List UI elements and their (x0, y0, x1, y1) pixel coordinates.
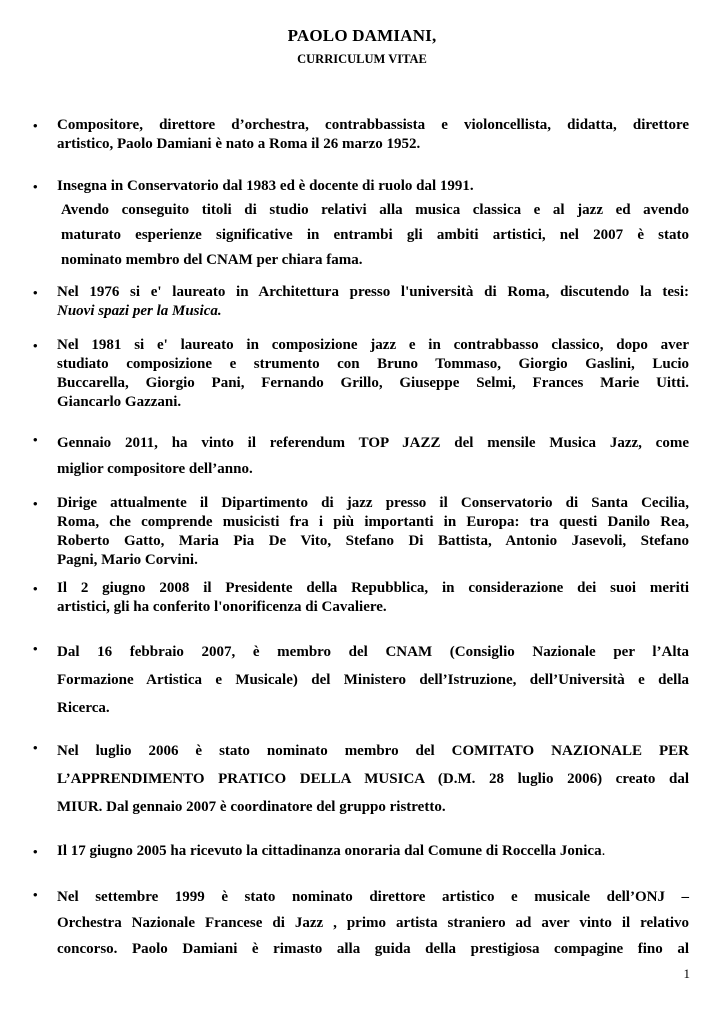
bullet: • (33, 118, 38, 133)
page-number: 1 (683, 966, 690, 981)
list-item-text (57, 638, 689, 722)
text-line: miglior compositore dell’anno. (57, 461, 253, 477)
list-item-text (57, 579, 689, 617)
bullet: • (33, 641, 38, 656)
thesis-title: Nuovi spazi per la Musica. (57, 303, 222, 319)
text-line: Avendo conseguito titoli di studio relativi alla musica classica e al jazz ed avendo (61, 202, 689, 218)
text-line: concorso. Paolo Damiani è rimasto alla guida della prestigiosa compagine fino al (57, 941, 689, 957)
document-subtitle: CURRICULUM VITAE (297, 52, 427, 66)
text-line: Ricerca. (57, 700, 110, 716)
bullet: • (33, 338, 38, 353)
text-line-body: Il 17 giugno 2005 ha ricevuto la cittadinanza onoraria dal Comune di Roccella Jonica (57, 843, 602, 859)
list-item-text (57, 884, 689, 962)
list-item-text (57, 430, 689, 482)
text-line (57, 842, 689, 861)
bullet: • (33, 179, 38, 194)
text-line: Compositore, direttore d’orchestra, contrabbassista e violoncellista, didatta, direttore (57, 117, 689, 133)
text-line: Buccarella, Giorgio Pani, Fernando Grillo, Giuseppe Selmi, Frances Marie Uitti. (57, 375, 689, 391)
document-header (0, 26, 724, 67)
text-line: MIUR. Dal gennaio 2007 è coordinatore del gruppo ristretto. (57, 799, 446, 815)
text-line: Formazione Artistica e Musicale) del Ministero dell’Istruzione, dell’Università e della (57, 672, 689, 688)
text-line: Roberto Gatto, Maria Pia De Vito, Stefano Di Battista, Antonio Jasevoli, Stefano (57, 533, 689, 549)
list-item-text (57, 177, 689, 196)
text-line: L’APPRENDIMENTO PRATICO DELLA MUSICA (D.M. 28 luglio 2006) creato dal (57, 771, 689, 787)
text-line: nominato membro del CNAM per chiara fama. (61, 252, 363, 268)
list-item-text (57, 283, 689, 321)
text-line: Giancarlo Gazzani. (57, 394, 182, 410)
list-item-text (57, 336, 689, 412)
text-line: Roma, che comprende musicisti fra i più importanti in Europa: tra questi Danilo Rea, (57, 514, 689, 530)
text-line: studiato composizione e strumento con Bruno Tommaso, Giorgio Gaslini, Lucio (57, 356, 689, 372)
text-line: artistici, gli ha conferito l'onorificenza di Cavaliere. (57, 599, 387, 615)
bullet: • (33, 887, 38, 902)
bullet: • (33, 740, 38, 755)
bullet: • (33, 581, 38, 596)
text-line: Dal 16 febbraio 2007, è membro del CNAM (Consiglio Nazionale per l’Alta (57, 644, 689, 660)
list-item-text (57, 842, 689, 861)
text-line: Nel 1981 si e' laureato in composizione jazz e in contrabbasso classico, dopo aver (57, 337, 689, 353)
text-line: Nel luglio 2006 è stato nominato membro del COMITATO NAZIONALE PER (57, 743, 689, 759)
text-line: artistico, Paolo Damiani è nato a Roma il 26 marzo 1952. (57, 136, 421, 152)
bullet: • (33, 496, 38, 511)
trailing-period: . (601, 843, 606, 859)
list-item-text (57, 494, 689, 570)
text-line: Pagni, Mario Corvini. (57, 552, 198, 568)
text-line: Orchestra Nazionale Francese di Jazz , primo artista straniero ad aver vinto il relativo (57, 915, 689, 931)
document-title: PAOLO DAMIANI, (287, 26, 437, 45)
list-item-continuation (61, 198, 689, 273)
bullet: • (33, 844, 38, 859)
bullet: • (33, 432, 38, 447)
text-line: Gennaio 2011, ha vinto il referendum TOP JAZZ del mensile Musica Jazz, come (57, 435, 689, 451)
text-line: Il 2 giugno 2008 il Presidente della Repubblica, in considerazione dei suoi meriti (57, 580, 689, 596)
text-line: maturato esperienze significative in entrambi gli ambiti artistici, nel 2007 è stato (61, 227, 689, 243)
bullet: • (33, 285, 38, 300)
text-line: Nel settembre 1999 è stato nominato direttore artistico e musicale dell’ONJ – (57, 889, 689, 905)
list-item-text (57, 737, 689, 821)
text-line: Nel 1976 si e' laureato in Architettura presso l'università di Roma, discutendo la tesi: (57, 284, 689, 300)
text-line: Dirige attualmente il Dipartimento di jazz presso il Conservatorio di Santa Cecilia, (57, 495, 689, 511)
list-item-text (57, 116, 689, 154)
text-line: Insegna in Conservatorio dal 1983 ed è docente di ruolo dal 1991. (57, 178, 474, 194)
